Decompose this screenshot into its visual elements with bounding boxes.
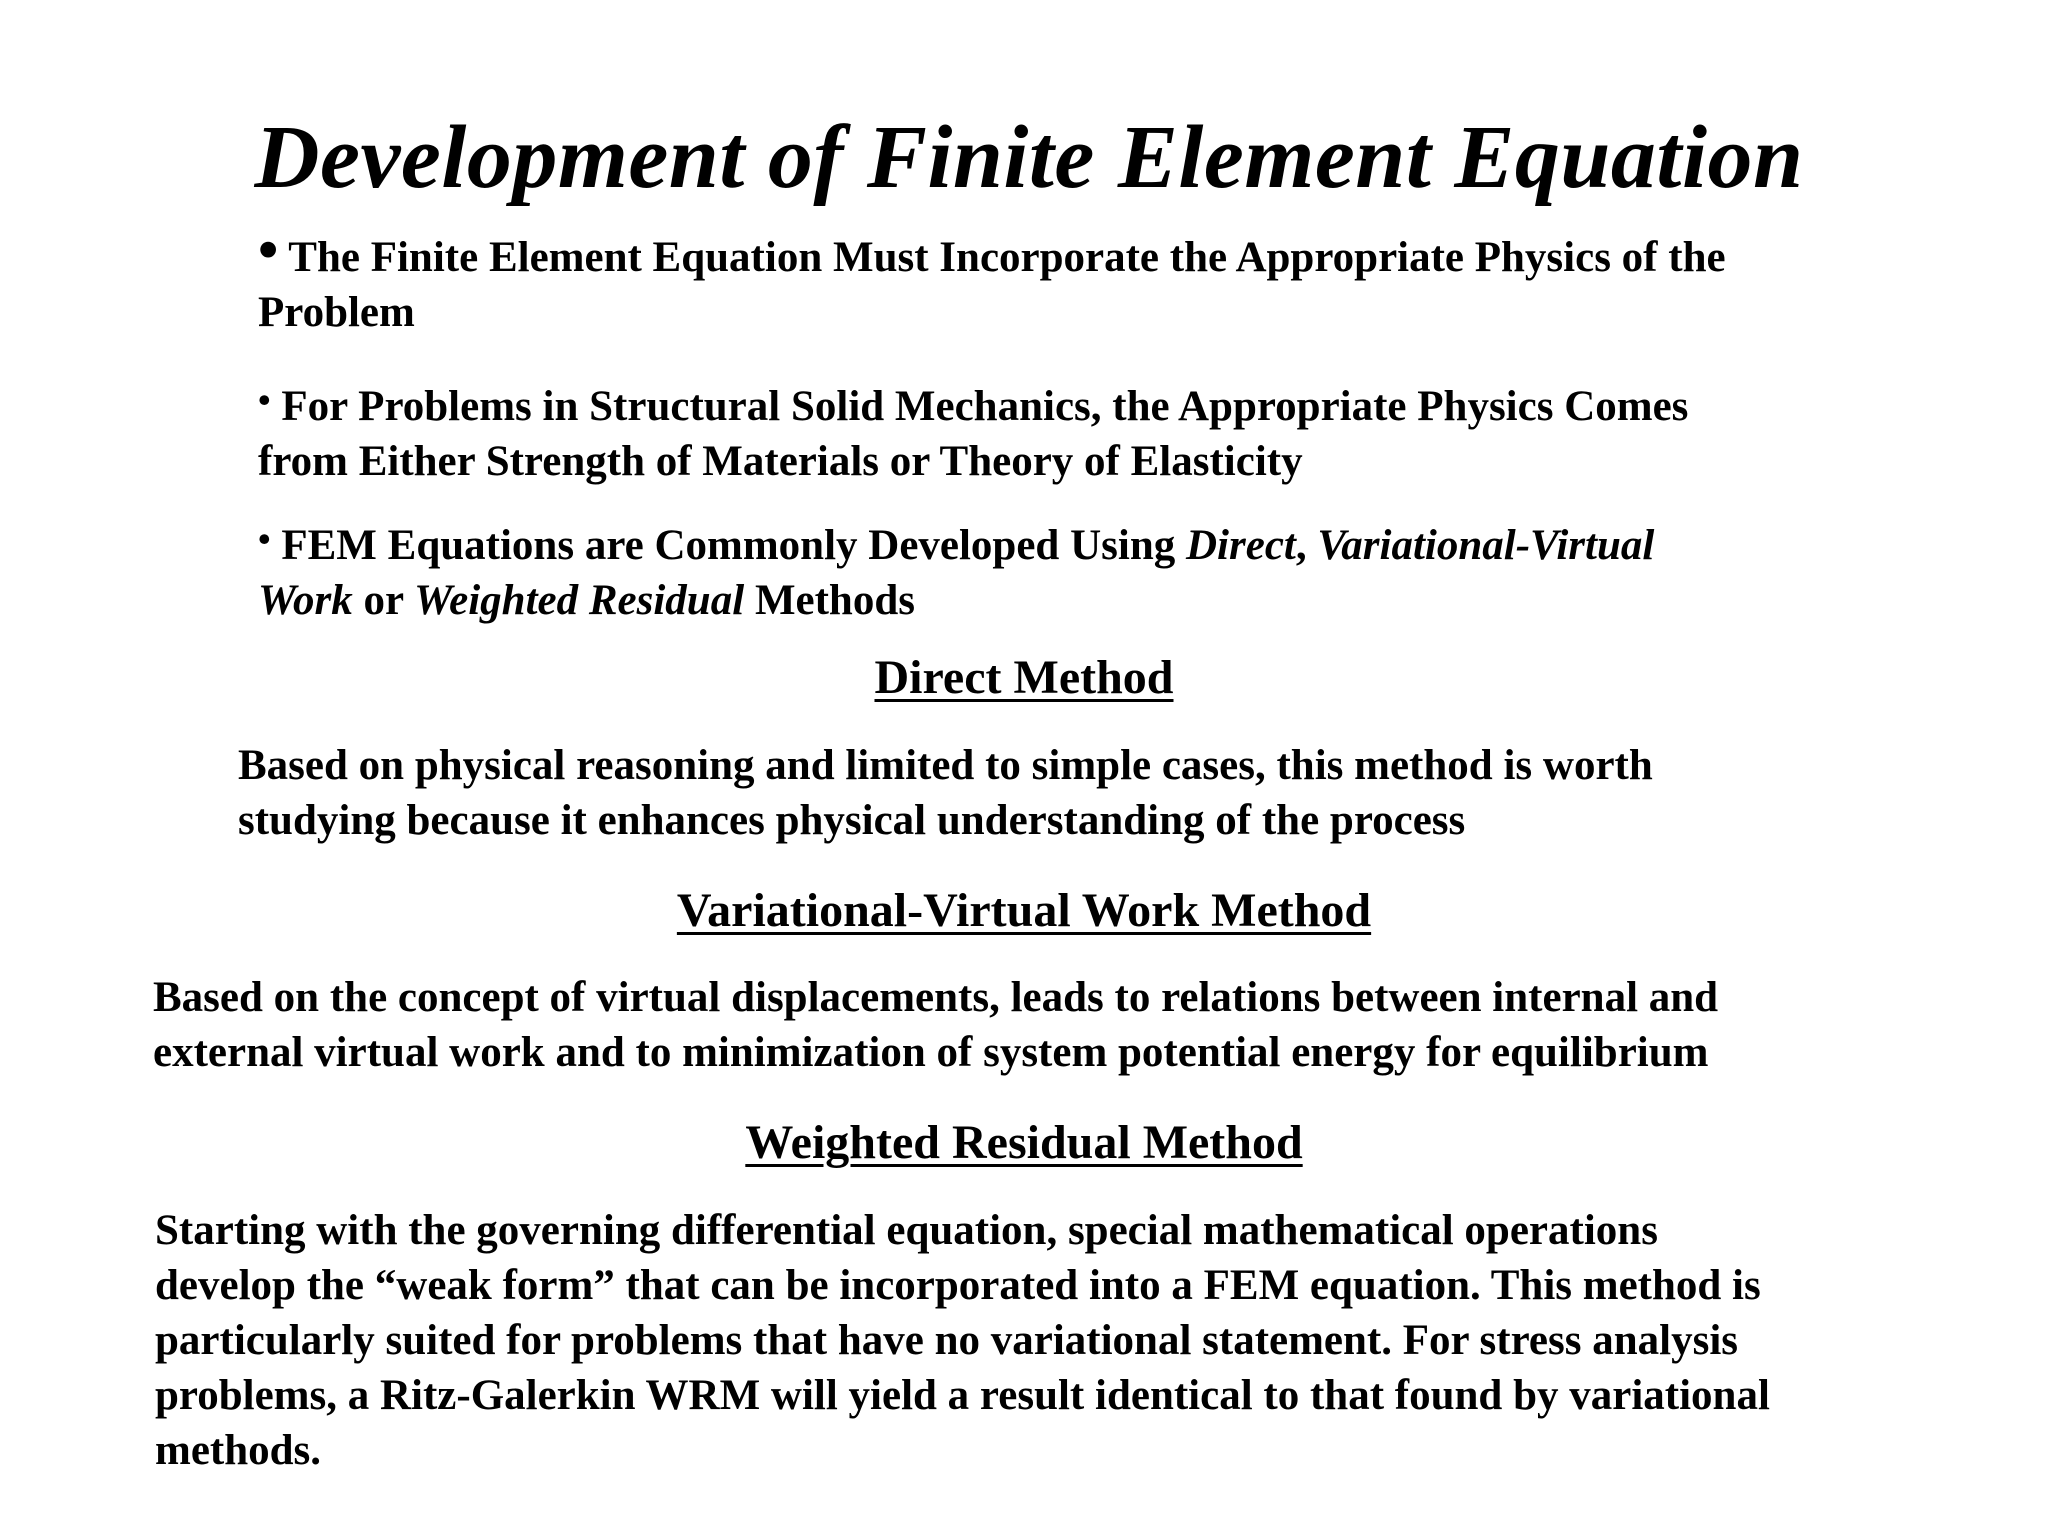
bullet-icon: • (258, 217, 279, 282)
section-body-variational: Based on the concept of virtual displacements, leads to relations between internal and external virtual work and to minimization of system potential energy for equilibrium (153, 974, 1719, 1076)
bullet-item-methods (258, 512, 1658, 628)
bullet-text: The Finite Element Equation Must Incorporate the Appropriate Physics of the Problem (258, 234, 1726, 336)
method-name-variational: Variational-Virtual Work (258, 522, 1655, 624)
bullet-icon: • (258, 380, 271, 420)
bullet-item-solid-mechanics (258, 373, 1778, 489)
section-body-direct: Based on physical reasoning and limited to simple cases, this method is worth studying because it enhances physical understanding of the process (238, 742, 1653, 844)
bullet-text: FEM Equations are Commonly Developed Using (270, 522, 1186, 569)
section-heading-weighted-residual (0, 1115, 2048, 1171)
method-name-weighted-residual: Weighted Residual (414, 577, 745, 624)
bullet-text: Methods (744, 577, 915, 624)
bullet-item-physics (258, 217, 1778, 340)
bullet-text-separator: , (1295, 522, 1318, 569)
section-heading-direct (0, 650, 2048, 706)
method-name-direct: Direct (1186, 522, 1296, 569)
section-heading-text: Direct Method (874, 651, 1174, 704)
bullet-icon: • (258, 519, 271, 559)
section-body-weighted-residual: Starting with the governing differential equation, special mathematical operations develop the “weak form” that can be incorporated into a FEM equation. This method is particularly suited for problems that have no variational statement. For stress analysis problems, a Ritz-Galerkin WRM will yield a result identical to that found by variational methods. (155, 1207, 1770, 1474)
bullet-text-separator: or (352, 577, 415, 624)
section-heading-text: Variational-Virtual Work Method (676, 884, 1372, 937)
slide-title: Development of Finite Element Equation (254, 108, 1804, 207)
section-heading-variational (0, 883, 2048, 939)
bullet-text: For Problems in Structural Solid Mechanics, the Appropriate Physics Comes from Either Strength of Materials or Theory of Elasticity (258, 383, 1689, 485)
section-heading-text: Weighted Residual Method (745, 1116, 1303, 1169)
